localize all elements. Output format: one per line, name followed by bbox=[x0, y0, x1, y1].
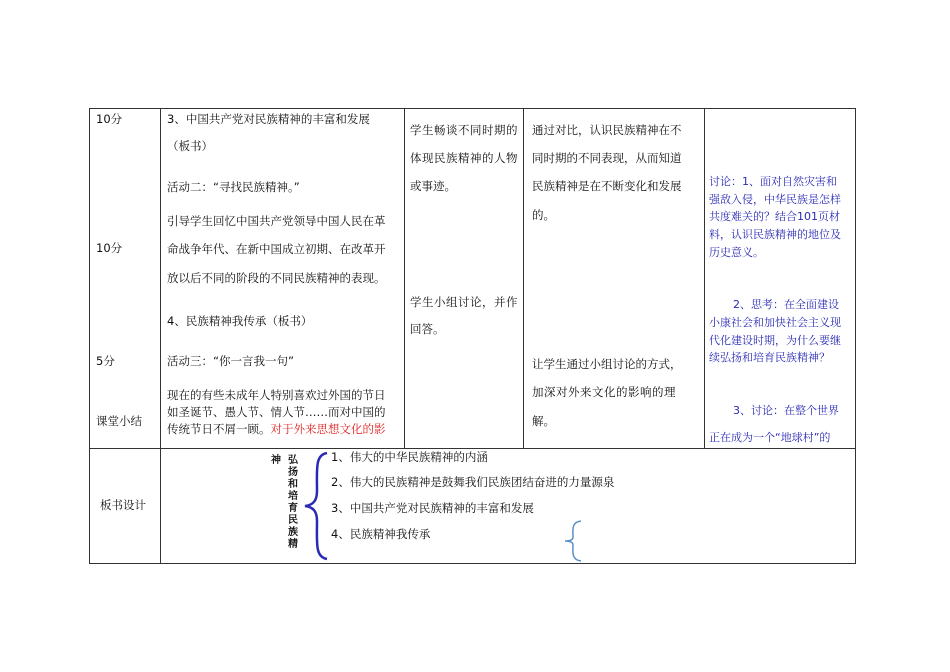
board-item-3: 3、中国共产党对民族精神的丰富和发展 bbox=[331, 501, 534, 515]
para-line-2: 如圣诞节、愚人节、情人节……而对中国的 bbox=[167, 405, 386, 419]
time-label-2: 10分 bbox=[96, 241, 123, 255]
student-text-2-line-1: 学生小组讨论，并作 bbox=[410, 295, 518, 309]
intent-text-1-line-3: 民族精神是在不断变化和发展 bbox=[532, 179, 682, 193]
time-label-3: 5分 bbox=[96, 354, 115, 368]
board-content-cell bbox=[161, 449, 856, 564]
intent-text-2-line-1: 让学生通过小组讨论的方式， bbox=[532, 357, 682, 371]
student-activity-cell bbox=[405, 109, 524, 449]
board-main-brace-icon bbox=[301, 451, 331, 561]
guide-text-line-1: 引导学生回忆中国共产党领导中国人民在革 bbox=[167, 214, 386, 228]
design-intent-cell bbox=[524, 109, 705, 449]
board-side-char: 神 bbox=[271, 455, 281, 466]
board-vertical-title: 弘扬和培育民族精 bbox=[288, 455, 298, 550]
student-text-1-line-2: 体现民族精神的人物 bbox=[410, 151, 518, 165]
note-1-line-3: 共度难关的？结合101页材 bbox=[709, 210, 840, 223]
intent-text-2-line-2: 加深对外来文化的影响的理 bbox=[532, 385, 676, 399]
board-label-cell bbox=[90, 449, 161, 564]
summary-label: 课堂小结 bbox=[96, 414, 142, 428]
heading-4: 4、民族精神我传承（板书） bbox=[167, 314, 313, 328]
para-line-1: 现在的有些未成年人特别喜欢过外国的节日 bbox=[167, 388, 386, 402]
board-design-row bbox=[90, 449, 856, 564]
time-label-1: 10分 bbox=[96, 112, 123, 126]
note-1-line-5: 历史意义。 bbox=[709, 246, 764, 259]
time-cell bbox=[90, 109, 161, 449]
student-text-1-line-1: 学生畅谈不同时期的 bbox=[410, 123, 518, 137]
board-label: 板书设计 bbox=[100, 498, 146, 512]
guide-text-line-3: 放以后不同的阶段的不同民族精神的表现。 bbox=[167, 271, 386, 285]
board-item-4: 4、民族精神我传承 bbox=[331, 527, 431, 541]
note-2-line-2: 小康社会和加快社会主义现 bbox=[709, 316, 841, 329]
intent-text-1-line-2: 同时期的不同表现，从而知道 bbox=[532, 151, 682, 165]
intent-text-2-line-3: 解。 bbox=[532, 414, 555, 428]
board-secondary-brace-icon bbox=[561, 519, 585, 563]
note-3-line-1: 3、讨论：在整个世界 bbox=[733, 404, 839, 417]
lesson-row bbox=[90, 109, 856, 449]
student-text-2-line-2: 回答。 bbox=[410, 322, 445, 336]
board-item-1: 1、伟大的中华民族精神的内涵 bbox=[331, 450, 488, 464]
lesson-plan-table bbox=[89, 108, 856, 564]
heading-3-note: （板书） bbox=[167, 139, 213, 153]
note-3-line-2: 正在成为一个“地球村”的 bbox=[709, 431, 831, 444]
discussion-notes-cell bbox=[705, 109, 856, 449]
note-1-line-2: 强敌入侵，中华民族是怎样 bbox=[709, 193, 841, 206]
note-1-line-4: 料，认识民族精神的地位及 bbox=[709, 228, 841, 241]
para-line-3 bbox=[167, 422, 386, 437]
guide-text-line-2: 命战争年代、在新中国成立初期、在改革开 bbox=[167, 242, 386, 256]
content-cell bbox=[161, 109, 405, 449]
note-2-line-1: 2、思考：在全面建设 bbox=[733, 298, 839, 311]
activity-3-title: 活动三：“你一言我一句” bbox=[167, 354, 294, 368]
board-item-2: 2、伟大的民族精神是鼓舞我们民族团结奋进的力量源泉 bbox=[331, 475, 615, 489]
para-line-3-red: 对于外来思想文化的影 bbox=[270, 422, 386, 436]
note-2-line-3: 代化建设时期，为什么要继 bbox=[709, 334, 841, 347]
intent-text-1-line-4: 的。 bbox=[532, 208, 555, 222]
note-1-line-1: 讨论：1、面对自然灾害和 bbox=[709, 175, 837, 188]
heading-3: 3、中国共产党对民族精神的丰富和发展 bbox=[167, 112, 370, 126]
student-text-1-line-3: 或事迹。 bbox=[410, 179, 456, 193]
para-line-3-black: 传统节日不屑一顾。 bbox=[167, 422, 271, 436]
note-2-line-4: 续弘扬和培育民族精神？ bbox=[709, 351, 830, 364]
activity-2-title: 活动二：“寻找民族精神。” bbox=[167, 180, 300, 194]
intent-text-1-line-1: 通过对比，认识民族精神在不 bbox=[532, 123, 682, 137]
